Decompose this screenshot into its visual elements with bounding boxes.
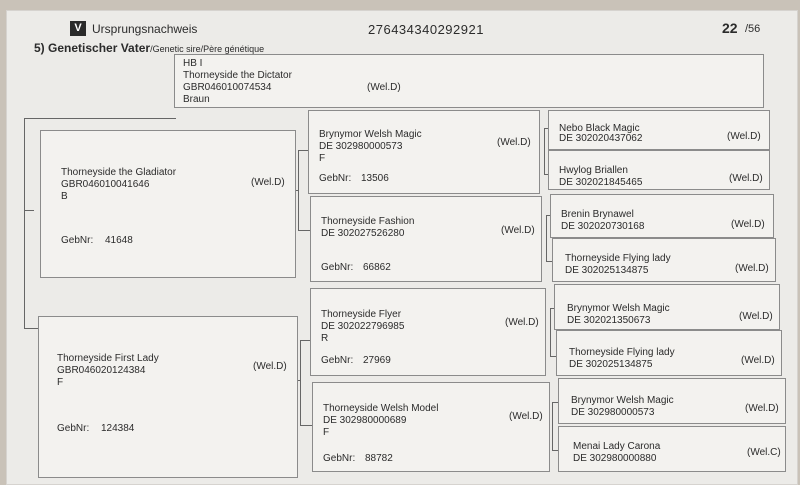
connector-line (298, 230, 310, 231)
great-grandparent-breed: (Wel.D) (741, 355, 775, 366)
parent-name: Thorneyside the Gladiator (61, 167, 177, 178)
connector-line (550, 308, 551, 356)
grandparent-name: Thorneyside Fashion (321, 216, 415, 227)
grandparent-geb-label: GebNr: (321, 355, 354, 366)
great-grandparent-name: Brynymor Welsh Magic (571, 395, 674, 406)
great-grandparent-breed: (Wel.C) (747, 447, 781, 458)
grandparent-geb-number: 66862 (363, 262, 391, 273)
grandparent-reg: DE 302980000573 (319, 141, 403, 152)
grandparent-box (310, 288, 546, 376)
parent-reg: GBR046010041646 (61, 179, 150, 190)
great-grandparent-breed: (Wel.D) (729, 173, 763, 184)
parent-geb-number: 124384 (101, 423, 135, 434)
great-grandparent-name: Thorneyside Flying lady (569, 347, 675, 358)
page-number: 22 (722, 20, 738, 36)
great-grandparent-reg: DE 302025134875 (569, 359, 653, 370)
great-grandparent-reg: DE 302021350673 (567, 315, 651, 326)
connector-line (298, 150, 299, 230)
connector-line (24, 328, 38, 329)
grandparent-box (310, 196, 542, 282)
great-grandparent-breed: (Wel.D) (731, 219, 765, 230)
great-grandparent-breed: (Wel.D) (739, 311, 773, 322)
great-grandparent-box (556, 330, 782, 376)
great-grandparent-reg: DE 302980000880 (573, 453, 657, 464)
parent-box-sire (40, 130, 296, 278)
parent-breed: (Wel.D) (253, 361, 287, 372)
great-grandparent-box (552, 238, 776, 282)
connector-line (300, 425, 312, 426)
parent-geb-label: GebNr: (61, 235, 94, 246)
great-grandparent-box (554, 284, 780, 330)
grandparent-reg: DE 302027526280 (321, 228, 405, 239)
grandparent-geb-label: GebNr: (319, 173, 352, 184)
sire-box (174, 54, 764, 108)
grandparent-reg: DE 302022796985 (321, 321, 405, 332)
great-grandparent-breed: (Wel.D) (735, 263, 769, 274)
connector-line (24, 210, 34, 211)
parent-geb-number: 41648 (105, 235, 133, 246)
parent-reg: GBR046020124384 (57, 365, 146, 376)
parent-breed: (Wel.D) (251, 177, 285, 188)
great-grandparent-reg: DE 302020437062 (559, 133, 643, 144)
grandparent-box (308, 110, 540, 194)
grandparent-reg: DE 302980000689 (323, 415, 407, 426)
section-title-text: 5) Genetischer Vater (34, 41, 151, 55)
connector-line (24, 118, 25, 328)
great-grandparent-name: Nebo Black Magic (559, 123, 640, 134)
connector-line (298, 150, 308, 151)
grandparent-name: Thorneyside Welsh Model (323, 403, 439, 414)
parent-geb-label: GebNr: (57, 423, 90, 434)
section-badge: V (70, 21, 86, 36)
grandparent-geb-number: 13506 (361, 173, 389, 184)
page-total: /56 (745, 23, 761, 35)
parent-box-dam (38, 316, 298, 478)
grandparent-breed: (Wel.D) (505, 317, 539, 328)
great-grandparent-box (548, 150, 770, 190)
grandparent-name: Thorneyside Flyer (321, 309, 402, 320)
connector-line (24, 118, 176, 119)
parent-name: Thorneyside First Lady (57, 353, 159, 364)
great-grandparent-reg: DE 302980000573 (571, 407, 655, 418)
great-grandparent-name: Hwylog Briallen (559, 165, 628, 176)
grandparent-geb-number: 88782 (365, 453, 393, 464)
connector-line (300, 340, 310, 341)
grandparent-breed: (Wel.D) (501, 225, 535, 236)
sire-herdbook: HB I (183, 58, 203, 69)
grandparent-geb-label: GebNr: (321, 262, 354, 273)
great-grandparent-reg: DE 302020730168 (561, 221, 645, 232)
parent-sex: B (61, 191, 68, 202)
section-subtitle: /Genetic sire/Père génétique (150, 44, 265, 54)
sire-name: Thorneyside the Dictator (183, 70, 292, 81)
great-grandparent-box (550, 194, 774, 238)
great-grandparent-box (558, 426, 786, 472)
grandparent-box (312, 382, 550, 472)
connector-line (300, 340, 301, 425)
sire-reg: GBR046010074534 (183, 82, 272, 93)
great-grandparent-breed: (Wel.D) (727, 131, 761, 142)
grandparent-geb-label: GebNr: (323, 453, 356, 464)
grandparent-geb-number: 27969 (363, 355, 391, 366)
connector-line (544, 128, 545, 174)
great-grandparent-reg: DE 302025134875 (565, 265, 649, 276)
great-grandparent-name: Menai Lady Carona (573, 441, 661, 452)
great-grandparent-breed: (Wel.D) (745, 403, 779, 414)
sire-color: Braun (183, 94, 210, 105)
connector-line (552, 402, 553, 450)
document-number: 276434340292921 (368, 22, 484, 37)
great-grandparent-name: Brynymor Welsh Magic (567, 303, 670, 314)
grandparent-name: Brynymor Welsh Magic (319, 129, 422, 140)
parent-sex: F (57, 377, 64, 388)
document-title: Ursprungsnachweis (92, 22, 198, 36)
sire-breed: (Wel.D) (367, 82, 401, 93)
great-grandparent-name: Brenin Brynawel (561, 209, 634, 220)
grandparent-sex: F (319, 153, 326, 164)
great-grandparent-box (548, 110, 770, 150)
section-title (34, 41, 264, 55)
grandparent-sex: F (323, 427, 330, 438)
great-grandparent-box (558, 378, 786, 424)
grandparent-breed: (Wel.D) (509, 411, 543, 422)
grandparent-sex: R (321, 333, 329, 344)
connector-line (546, 215, 547, 261)
great-grandparent-name: Thorneyside Flying lady (565, 253, 671, 264)
grandparent-breed: (Wel.D) (497, 137, 531, 148)
great-grandparent-reg: DE 302021845465 (559, 177, 643, 188)
